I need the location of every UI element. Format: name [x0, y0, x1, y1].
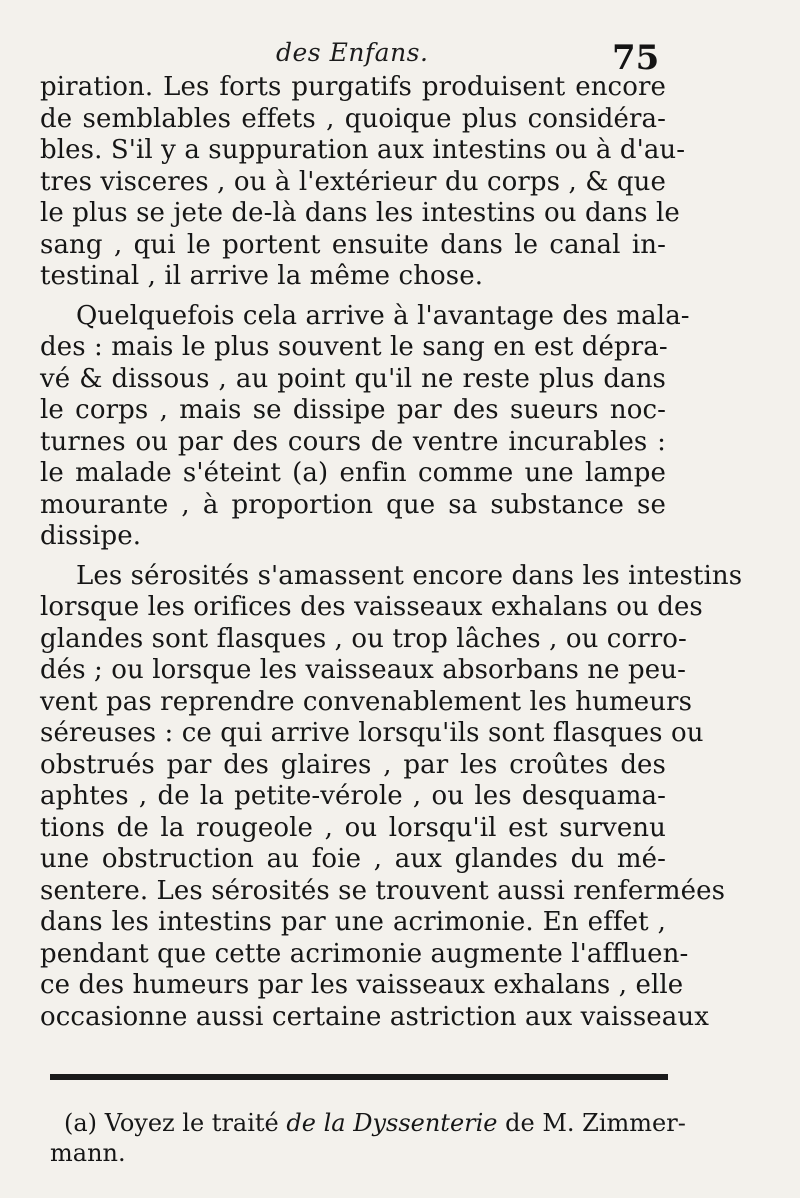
footnote-italic-title: de la Dyssenterie	[286, 1109, 498, 1137]
text-line: le malade s'éteint (a) enfin comme une lampe	[40, 458, 666, 488]
text-line: tres visceres , ou à l'extérieur du corps , & que	[40, 166, 666, 197]
text-line: sang , qui le portent ensuite dans le canal in-	[40, 229, 666, 260]
text-line: des : mais le plus souvent le sang en est dépra-	[40, 332, 668, 362]
text-line: Quelquefois cela arrive à l'avantage des mala-	[76, 300, 690, 331]
page-number: 75	[612, 38, 660, 78]
running-title: des Enfans.	[276, 38, 429, 67]
footnote-line	[50, 1108, 686, 1138]
text-line: turnes ou par des cours de ventre incurables :	[40, 426, 666, 457]
text-line: testinal , il arrive la même chose.	[40, 261, 484, 291]
text-line: dissipe.	[40, 521, 142, 551]
text-line: occasionne aussi certaine astriction aux vaisseaux	[40, 1001, 709, 1032]
text-line: lorsque les orifices des vaisseaux exhalans ou des	[40, 592, 703, 622]
body-text	[40, 72, 743, 1033]
text-line: vent pas reprendre convenablement les humeurs	[40, 686, 693, 717]
footnote	[50, 1108, 686, 1168]
footnote-marker: (a)	[64, 1109, 98, 1137]
footnote-text-after: de M. Zimmer-	[505, 1109, 686, 1137]
text-line: sentere. Les sérosités se trouvent aussi renfermées	[40, 875, 726, 906]
text-line: dans les intestins par une acrimonie. En effet ,	[40, 907, 666, 937]
text-line: piration. Les forts purgatifs produisent encore	[40, 72, 666, 102]
text-line: une obstruction au foie , aux glandes du mé-	[40, 844, 666, 874]
paragraph-3	[40, 560, 743, 1034]
text-line: de semblables effets , quoique plus considéra-	[40, 103, 666, 134]
text-line: le plus se jete de-là dans les intestins ou dans le	[40, 198, 680, 228]
footnote-rule	[50, 1074, 668, 1080]
text-line: vé & dissous , au point qu'il ne reste plus dans	[40, 363, 666, 394]
text-line: dés ; ou lorsque les vaisseaux absorbans ne peu-	[40, 655, 686, 685]
text-line: le corps , mais se dissipe par des sueurs noc-	[40, 395, 666, 425]
text-line: bles. S'il y a suppuration aux intestins ou à d'au-	[40, 135, 686, 165]
text-line: aphtes , de la petite-vérole , ou les desquama-	[40, 781, 666, 811]
text-line: glandes sont flasques , ou trop lâches , ou corro-	[40, 623, 687, 654]
text-line: mourante , à proportion que sa substance se	[40, 489, 666, 520]
paragraph-1	[40, 72, 686, 293]
text-line: séreuses : ce qui arrive lorsqu'ils sont flasques ou	[40, 718, 704, 748]
text-line: Les sérosités s'amassent encore dans les intestins	[76, 560, 743, 591]
footnote-text-before: Voyez le traité	[104, 1109, 279, 1137]
text-line: pendant que cette acrimonie augmente l'affluen-	[40, 938, 689, 969]
paragraph-2	[40, 300, 690, 553]
text-line: obstrués par des glaires , par les croûtes des	[40, 749, 666, 780]
text-line: ce des humeurs par les vaisseaux exhalans , elle	[40, 970, 684, 1000]
footnote-continuation: mann.	[50, 1139, 126, 1167]
text-line: tions de la rougeole , ou lorsqu'il est survenu	[40, 812, 666, 843]
